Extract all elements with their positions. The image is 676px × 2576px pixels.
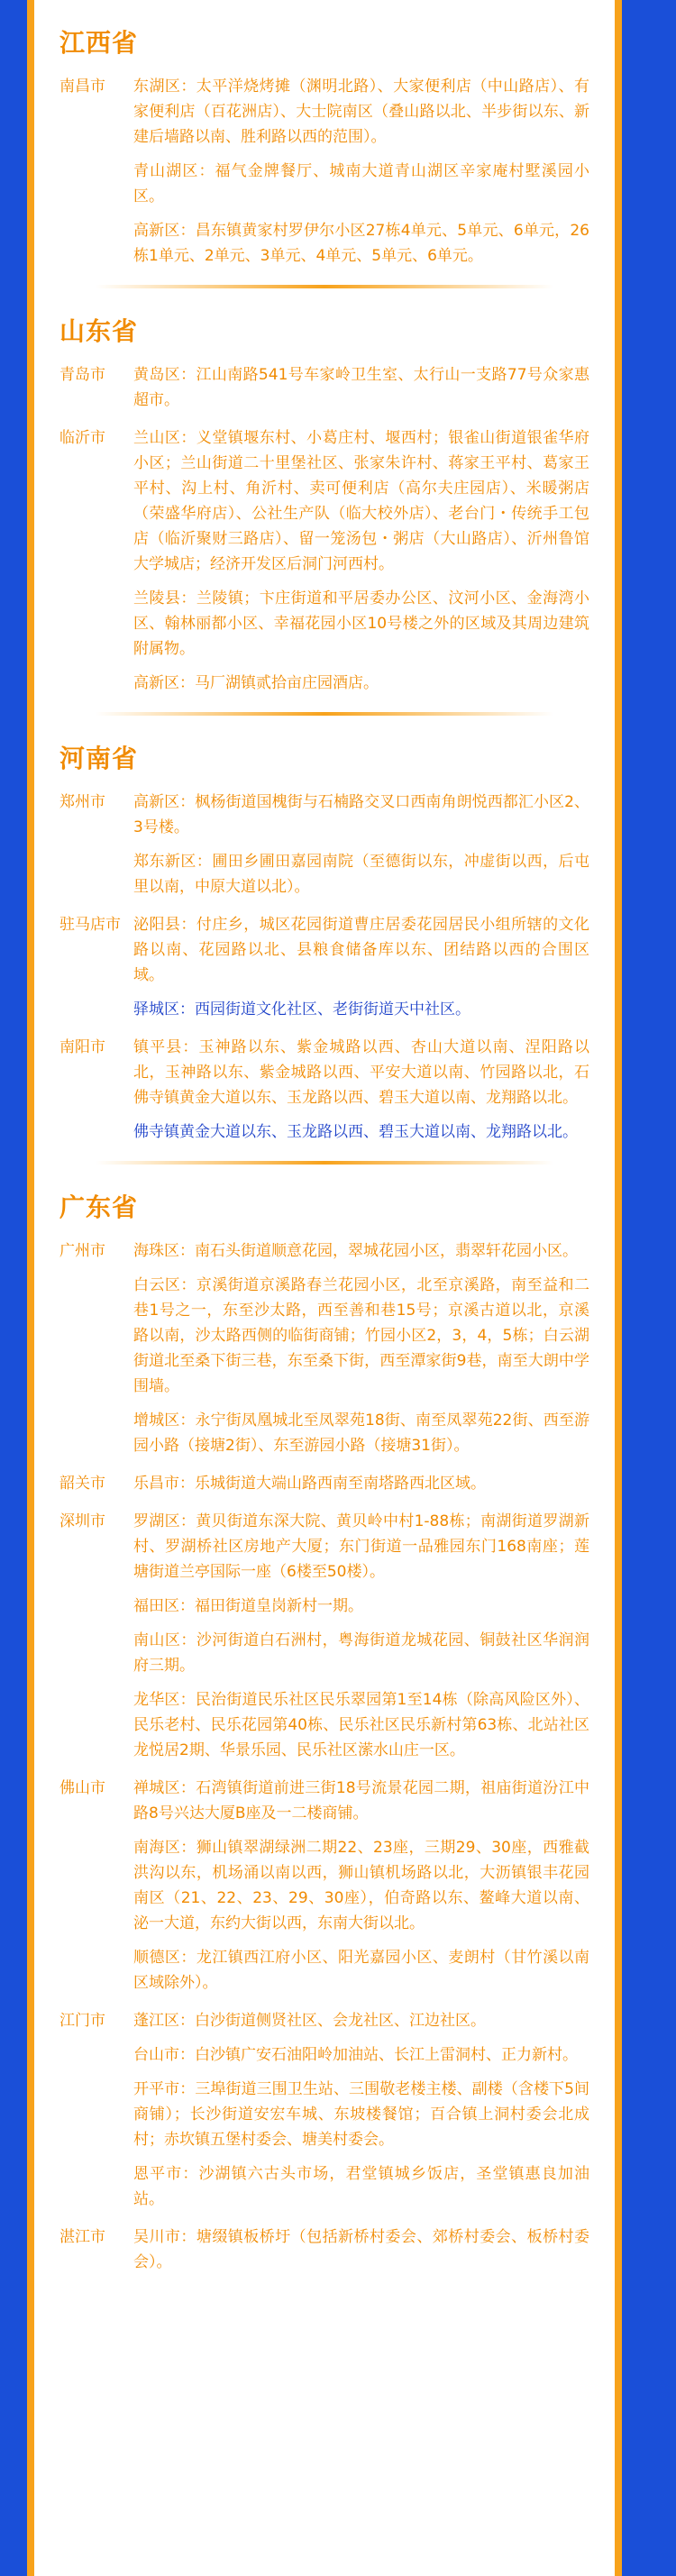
district-entry: 增城区：永宁街凤凰城北至凤翠苑18街、南至凤翠苑22街、西至游园小路（接塘2街）、东至游园小路（接塘31街）。 [133, 1411, 589, 1455]
city-row [59, 2008, 589, 2215]
city-entries [133, 2224, 589, 2279]
district-entry: 兰陵县：兰陵镇；卞庄街道和平居委办公区、汶河小区、金海湾小区、翰林丽都小区、幸福花园小区10号楼之外的区域及其周边建筑附属物。 [133, 589, 589, 658]
city-name: 韶关市 [59, 1475, 105, 1493]
city-name: 广州市 [59, 1242, 105, 1260]
district-entry: 镇平县：玉神路以东、紫金城路以西、杏山大道以南、涅阳路以北，玉神路以东、紫金城路以西、平安大道以南、竹园路以北，石佛寺镇黄金大道以东、玉龙路以西、碧玉大道以南、龙翔路以北。 [133, 1038, 589, 1107]
province-section [34, 1165, 615, 2279]
city-name: 湛江市 [59, 2228, 105, 2246]
content-card [34, 0, 615, 2576]
city-row [59, 362, 589, 416]
district-entry: 泌阳县：付庄乡，城区花园街道曹庄居委花园居民小组所辖的文化路以南、花园路以北、县粮食储备库以东、团结路以西的合围区域。 [133, 916, 589, 984]
district-entry: 南海区：狮山镇翠湖绿洲二期22、23座，三期29、30座，西雅截洪沟以东，机场涌以南以西，狮山镇机场路以北，大沥镇银丰花园南区（21、22、23、29、30座），伯奇路以东、鳌峰大道以南、泌一大道，东约大街以西，东南大街以北。 [133, 1839, 589, 1932]
city-name: 郑州市 [59, 793, 105, 811]
district-entry: 蓬江区：白沙街道侧贤社区、会龙社区、江边社区。 [133, 2012, 486, 2030]
city-entries [133, 425, 589, 699]
province-section [34, 0, 615, 288]
city-name: 南昌市 [59, 78, 105, 96]
district-entry: 白云区：京溪街道京溪路春兰花园小区，北至京溪路，南至益和二巷1号之一，东至沙太路，西至善和巷15号；京溪古道以北，京溪路以南，沙太路西侧的临街商铺；竹园小区2，3，4，5栋；白云湖街道北至桑下街三巷，东至桑下街，西至潭家街9巷，南至大朗中学围墙。 [133, 1276, 589, 1395]
city-row [59, 912, 589, 1026]
city-row [59, 1238, 589, 1462]
district-entry: 兰山区：义堂镇堰东村、小葛庄村、堰西村；银雀山街道银雀华府小区；兰山街道二十里堡社区、张家朱许村、蒋家王平村、葛家王平村、沟上村、角沂村、卖可便利店（高尔夫庄园店）、米暖粥店（荣盛华府店）、公社生产队（临大校外店）、老台门・传统手工包店（临沂聚财三路店）、留一笼汤包・粥店（大山路店）、沂州鲁馆大学城店；经济开发区后洞门河西村。 [133, 429, 589, 573]
city-entries [133, 1238, 589, 1462]
province-section [34, 288, 615, 716]
city-name: 临沂市 [59, 429, 105, 447]
district-entry: 青山湖区：福气金牌餐厅、城南大道青山湖区辛家庵村墅溪园小区。 [133, 162, 589, 206]
city-name: 青岛市 [59, 366, 105, 384]
city-entries [133, 74, 589, 272]
city-entries [133, 2008, 589, 2215]
district-entry: 顺德区：龙江镇西江府小区、阳光嘉园小区、麦朗村（甘竹溪以南区域除外）。 [133, 1949, 589, 1992]
district-entry: 高新区：昌东镇黄家村罗伊尔小区27栋4单元、5单元、6单元，26栋1单元、2单元、3单元、4单元、5单元、6单元。 [133, 222, 589, 265]
district-entry: 高新区：马厂湖镇贰拾亩庄园酒店。 [133, 674, 379, 692]
district-entry: 禅城区：石湾镇街道前进三街18号流景花园二期，祖庙街道汾江中路8号兴达大厦B座及一二楼商铺。 [133, 1779, 589, 1822]
city-row [59, 790, 589, 903]
district-entry: 黄岛区：江山南路541号车家岭卫生室、太行山一支路77号众家惠超市。 [133, 366, 589, 409]
province-title: 河南省 [59, 744, 139, 773]
province-title: 山东省 [59, 316, 139, 346]
district-entry: 台山市：白沙镇广安石油阳岭加油站、长江上雷洞村、正力新村。 [133, 2046, 578, 2064]
district-entry: 东湖区：太平洋烧烤摊（渊明北路）、大家便利店（中山路店）、有家便利店（百花洲店）、大士院南区（叠山路以北、半步街以东、新建后墙路以南、胜利路以西的范围）。 [133, 78, 589, 146]
right-accent-stripe [615, 0, 622, 2576]
district-entry: 佛寺镇黄金大道以东、玉龙路以西、碧玉大道以南、龙翔路以北。 [133, 1123, 578, 1141]
district-entry: 驿城区：西园街道文化社区、老街街道天中社区。 [133, 1000, 470, 1019]
province-title: 广东省 [59, 1192, 139, 1222]
district-entry: 南山区：沙河街道白石洲村，粤海街道龙城花园、铜鼓社区华润润府三期。 [133, 1631, 589, 1675]
city-entries [133, 362, 589, 416]
district-entry: 海珠区：南石头街道顺意花园，翠城花园小区，翡翠轩花园小区。 [133, 1242, 578, 1260]
city-name: 佛山市 [59, 1779, 105, 1797]
province-section [34, 716, 615, 1165]
city-entries [133, 1509, 589, 1767]
district-entry: 高新区：枫杨街道国槐街与石楠路交叉口西南角朗悦西都汇小区2、3号楼。 [133, 793, 589, 836]
city-row [59, 1471, 589, 1500]
district-entry: 龙华区：民治街道民乐社区民乐翠园第1至14栋（除高风险区外）、民乐老村、民乐花园第40栋、民乐社区民乐新村第63栋、北站社区龙悦居2期、华景乐园、民乐社区潆水山庄一区。 [133, 1691, 589, 1759]
province-title: 江西省 [59, 28, 139, 58]
district-entry: 乐昌市：乐城街道大端山路西南至南塔路西北区域。 [133, 1475, 486, 1493]
city-entries [133, 1776, 589, 1999]
city-row [59, 2224, 589, 2279]
district-entry: 开平市：三埠街道三围卫生站、三围敬老楼主楼、副楼（含楼下5间商铺）；长沙街道安宏车城、东坡楼餐馆；百合镇上洞村委会北成村；赤坎镇五堡村委会、塘美村委会。 [133, 2080, 589, 2149]
city-row [59, 74, 589, 272]
city-entries [133, 912, 589, 1026]
city-row [59, 1776, 589, 1999]
city-row [59, 425, 589, 699]
district-entry: 恩平市：沙湖镇六古头市场，君堂镇城乡饭店，圣堂镇惠良加油站。 [133, 2165, 589, 2208]
city-name: 南阳市 [59, 1038, 105, 1056]
district-entry: 郑东新区：圃田乡圃田嘉园南院（至德街以东，冲虚街以西，后屯里以南，中原大道以北）。 [133, 853, 589, 896]
city-entries [133, 1035, 589, 1148]
city-entries [133, 1471, 589, 1500]
city-row [59, 1035, 589, 1148]
left-accent-stripe [27, 0, 34, 2576]
district-entry: 罗湖区：黄贝街道东深大院、黄贝岭中村1-88栋；南湖街道罗湖新村、罗湖桥社区房地产大厦；东门街道一品雅园东门168南座；莲塘街道兰亭国际一座（6楼至50楼）。 [133, 1512, 589, 1581]
district-entry: 福田区：福田街道皇岗新村一期。 [133, 1597, 363, 1615]
district-entry: 吴川市：塘缀镇板桥圩（包括新桥村委会、郊桥村委会、板桥村委会）。 [133, 2228, 589, 2271]
city-entries [133, 790, 589, 903]
city-name: 驻马店市 [59, 916, 121, 934]
city-name: 江门市 [59, 2012, 105, 2030]
city-row [59, 1509, 589, 1767]
city-name: 深圳市 [59, 1512, 105, 1530]
